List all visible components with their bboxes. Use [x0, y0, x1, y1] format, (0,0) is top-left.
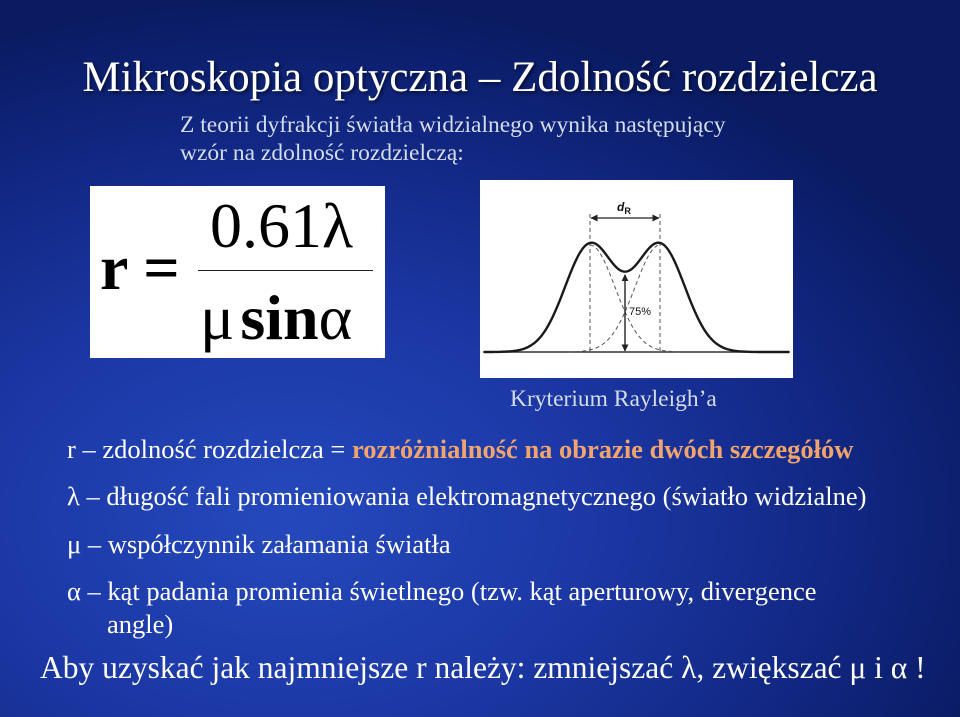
definition-r-highlight: rozróżnialność na obrazie dwóch szczegółów — [351, 434, 854, 464]
definition-alpha-line-2: angle) — [107, 609, 174, 639]
denominator-alpha: α — [318, 282, 353, 353]
single-peak-right-dashed — [568, 245, 660, 352]
definition-alpha-line-1: α – kąt padania promienia świetlnego (tzw. kąt aperturowy, divergence — [67, 576, 817, 606]
separation-label — [617, 200, 631, 216]
fraction-bar — [198, 270, 373, 271]
dip-percent-label: 75% — [629, 306, 652, 318]
diagram-caption: Kryterium Rayleigh’a — [510, 386, 717, 412]
formula-numerator: 0.61λ — [210, 190, 354, 261]
conclusion-text: Aby uzyskać jak najmniejsze r należy: zmniejszać λ, zwiększać μ i α ! — [40, 650, 926, 685]
slide-title: Mikroskopia optyczna – Zdolność rozdzielcza — [82, 54, 878, 101]
denominator-mu: μ — [200, 282, 235, 353]
formula-panel — [90, 186, 385, 358]
formula-lhs: r = — [100, 232, 180, 303]
denominator-sin: sin — [240, 282, 319, 353]
definition-mu: μ – współczynnik załamania światła — [67, 529, 451, 559]
single-peak-left-dashed — [590, 245, 682, 352]
combined-intensity-curve — [484, 243, 789, 352]
intro-line-2: wzór na zdolność rozdzielczą: — [180, 140, 464, 166]
rayleigh-diagram-svg — [480, 180, 793, 378]
separation-symbol: d — [617, 200, 625, 214]
separation-subscript: R — [624, 206, 631, 216]
formula-denominator — [200, 282, 353, 353]
rayleigh-diagram — [480, 180, 793, 378]
definition-r-text: r – zdolność rozdzielcza = — [67, 434, 352, 464]
definition-lambda: λ – długość fali promieniowania elektromagnetycznego (światło widzialne) — [67, 481, 867, 511]
definition-r — [67, 436, 853, 463]
intro-line-1: Z teorii dyfrakcji światła widzialnego wynika następujący — [180, 112, 726, 138]
